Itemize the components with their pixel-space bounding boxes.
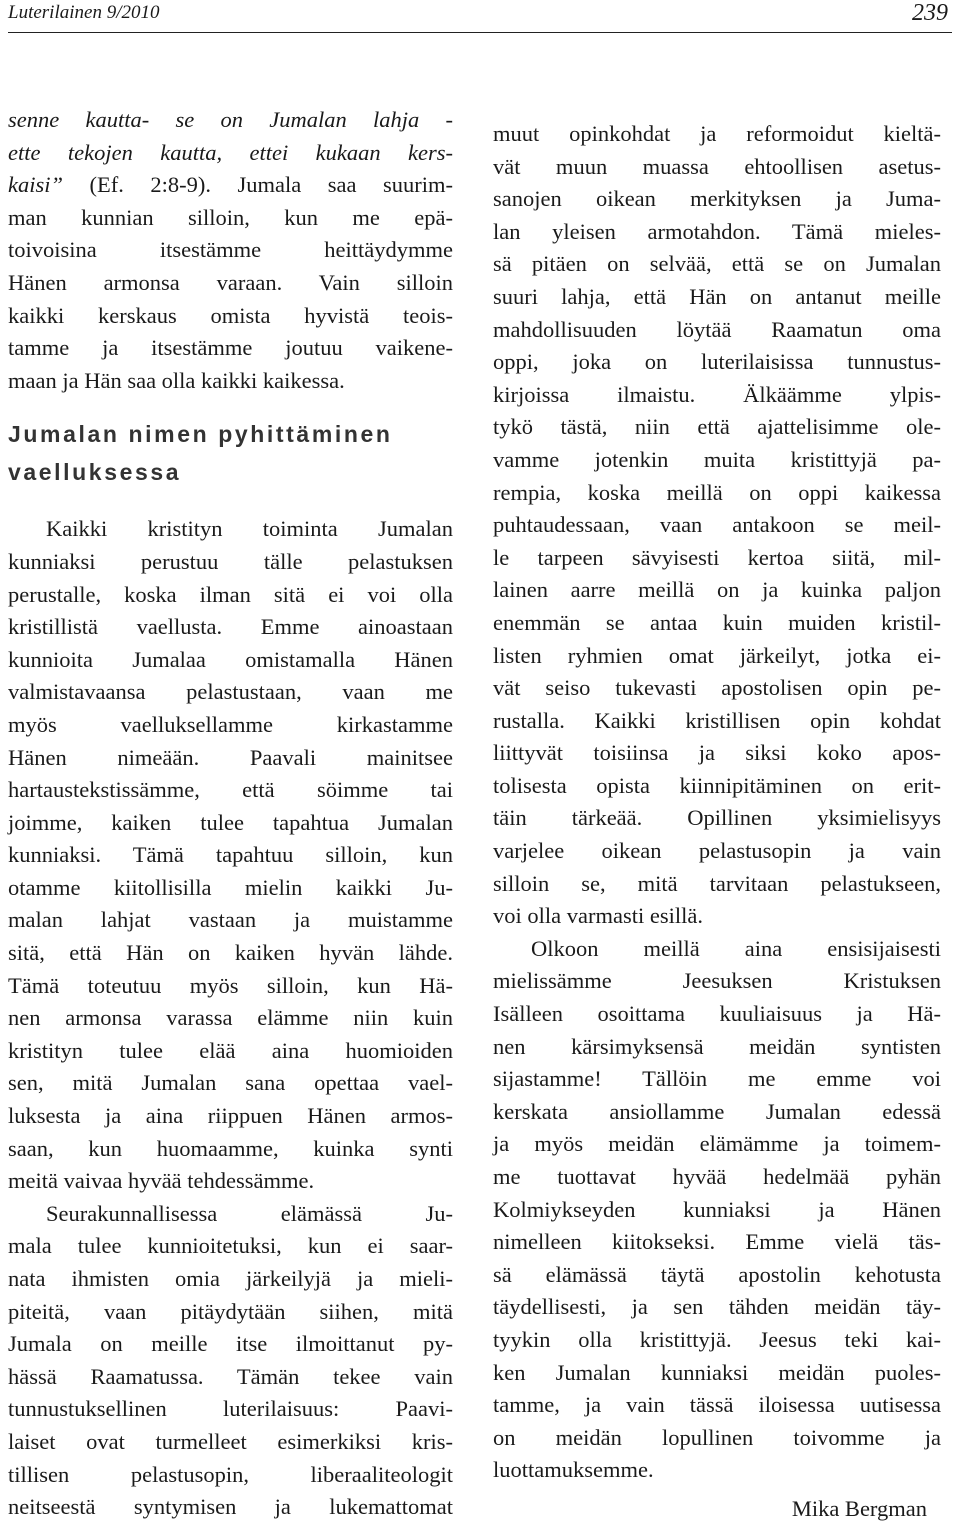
text-line: enemmän se antaa kuin muiden kristil- [493,609,941,635]
text-line: lainen aarre meillä on ja kuinka paljon [493,577,941,603]
text-line: Jumala on meille itse ilmoittanut py- [8,1331,453,1357]
text-line: mielissämme Jeesuksen Kristuksen [493,968,941,994]
text-line: Kolmiykseyden kunniaksi ja Hänen [493,1196,941,1222]
text-line: varjelee oikean pelastusopin ja vain [493,838,941,864]
text-italic-span: kaisi” [8,172,64,198]
text-line: puhtaudessaan, vaan antakoon se meil- [493,512,941,538]
text-line: nata ihmisten omia järkeilyjä ja mieli- [8,1266,453,1291]
text-line: Isälleen osoittama kuuliaisuus ja Hä- [493,1001,941,1027]
text-line: Hänen nimeään. Paavali mainitsee [8,744,453,770]
text-line: tamme, ja vain tässä iloisessa uutisessa [493,1392,941,1418]
right-column [493,118,941,1525]
text-line: hartaustekstissämme, että söimme tai [8,777,453,803]
text-line: vät muun muassa ehtoollisen asetus- [493,153,941,179]
heading-line: vaelluksessa [8,459,182,486]
text-line: lan yleisen armotahdon. Tämä mieles- [493,218,941,244]
text-line: nen armonsa varassa elämme niin kuin [8,1005,453,1031]
text-line: luksesta ja aina riippuen Hänen armos- [8,1103,453,1129]
text-line: saan, kun huomaamme, kuinka synti [8,1135,453,1161]
text-line: sijastamme! Tällöin me emme voi [493,1066,941,1092]
text-line: kunniaksi perustuu tälle pelastuksen [8,548,453,574]
text-line: tykö tästä, niin että ajattelisimme ole- [493,414,941,440]
intro-paragraph [8,104,453,397]
text-line: maan ja Hän saa olla kaikki kaikessa. [8,367,345,393]
left-column [8,104,453,1524]
text-line: valmistavaansa pelastustaan, vaan me [8,679,453,705]
text-line: myös vaelluksellamme kirkastamme [8,711,453,737]
text-line: Olkoon meillä aina ensisijaisesti [531,935,941,961]
text-line: tunnustuksellinen luterilaisuus: Paavi- [8,1396,453,1422]
text-line: man kunnian silloin, kun me epä- [8,204,453,230]
body-paragraph [8,1198,453,1524]
text-line: Seurakunnallisessa elämässä Ju- [46,1200,453,1226]
text-line: me tuottavat hyvää hedelmää pyhän [493,1164,941,1189]
text-line: Kaikki kristityn toiminta Jumalan [46,516,453,542]
text-line: neitseestä syntymisen ja lukemattomat [8,1494,453,1520]
text-line: oppi, joka on luterilaisissa tunnustus- [493,349,941,375]
text-line: rustalla. Kaikki kristillisen opin kohdat [493,707,941,733]
text-line: Tämä toteutuu myös silloin, kun Hä- [8,972,453,998]
text-line: sä elämässä täytä apostolin kehotusta [493,1261,941,1287]
text-line: otamme kiitollisilla mielin kaikki Ju- [8,874,453,900]
text-line: le tarpeen sävyisesti kertoa siitä, mil- [493,544,941,570]
text-span: (Ef. 2:8-9). Jumala saa suurim- [63,172,453,198]
text-line: liittyvät toisiinsa ja siksi koko apos- [493,740,941,766]
text-line: tillisen pelastusopin, liberaaliteologit [8,1461,453,1487]
text-line: kunnioita Jumalaa omistamalla Hänen [8,646,453,672]
text-line: tamme ja itsestämme joutuu vaikene- [8,335,453,361]
text-line: ken Jumalan kunniaksi meidän puoles- [493,1359,941,1385]
text-line: joimme, kaiken tulee tapahtua Jumalan [8,809,453,835]
text-line: ja myös meidän elämämme ja toimem- [493,1131,941,1157]
text-line: kerskata ansiollamme Jumalan edessä [493,1098,941,1124]
text-line: on meidän lopullinen toivomme ja [493,1424,941,1450]
text-line: piteitä, vaan pitäydytään siihen, mitä [8,1298,453,1324]
text-line: sanojen oikean merkityksen ja Juma- [493,186,941,212]
text-line: meitä vaivaa hyvää tehdessämme. [8,1168,315,1194]
text-line: hässä Raamatussa. Tämän tekee vain [8,1363,453,1389]
page-number: 239 [912,0,948,26]
page-header [8,0,952,33]
text-line: kirjoissa ilmaistu. Älkäämme ylpis- [493,381,941,407]
text-line: malan lahjat vastaan ja muistamme [8,907,453,933]
text-line: nimelleen kiitokseksi. Emme vielä täs- [493,1229,941,1255]
text-line: tolisesta opista kiinnipitäminen on erit- [493,772,941,798]
text-line: mala tulee kunnioitetuksi, kun ei saar- [8,1233,453,1259]
text-line: rempia, koska meillä on oppi kaikessa [493,479,941,505]
text-line: listen ryhmien omat järkeilyt, jotka ei- [493,642,941,668]
text-line: kaikki kerskaus omista hyvistä teois- [8,302,453,328]
text-line: sitä, että Hän on kaiken hyvän lähde. [8,940,453,966]
text-line: sen, mitä Jumalan sana opettaa vael- [8,1070,453,1096]
text-line: senne kautta- se on Jumalan lahja - [8,107,453,132]
text-line: sä pitäen on selvää, että se on Jumalan [493,251,941,277]
text-line: täin tärkeää. Opillinen yksimielisyys [493,805,941,831]
text-line: laiset ovat turmelleet esimerkiksi kris- [8,1428,453,1454]
section-heading [8,415,453,491]
author-signature: Mika Bergman [791,1495,927,1521]
body-paragraph [8,513,453,1197]
text-line: nen kärsimyksensä meidän syntisten [493,1033,941,1059]
text-line: silloin se, mitä tarvitaan pelastukseen, [493,870,941,896]
text-line: Hänen armonsa varaan. Vain silloin [8,269,453,295]
text-line: perustalle, koska ilman sitä ei voi olla [8,581,453,607]
text-line [8,169,453,202]
text-line: mahdollisuuden löytää Raamatun oma [493,316,941,342]
text-line: ette tekojen kautta, ettei kukaan kers- [8,139,453,165]
text-line: vamme jotenkin muita kristittyjä pa- [493,446,941,472]
text-line: muut opinkohdat ja reformoidut kieltä- [493,121,941,146]
text-line: suuri lahja, että Hän on antanut meille [493,283,941,309]
text-line: täydellisesti, ja sen tähden meidän täy- [493,1294,941,1320]
body-paragraph [493,118,941,933]
text-line: tyykin olla kristittyjä. Jeesus teki kai- [493,1326,941,1352]
heading-line: Jumalan nimen pyhittäminen [8,421,393,448]
text-line: voi olla varmasti esillä. [493,903,703,929]
text-line: vät seiso tukevasti apostolisen opin pe- [493,675,941,701]
text-line: kunniaksi. Tämä tapahtuu silloin, kun [8,842,453,868]
text-line: luottamuksemme. [493,1457,654,1483]
publication-title: Luterilainen 9/2010 [8,2,160,23]
text-line: kristityn tulee elää aina huomioiden [8,1037,453,1063]
text-line: toivoisina itsestämme heittäydymme [8,237,453,263]
body-paragraph [493,933,941,1487]
text-line: kristillistä vaellusta. Emme ainoastaan [8,614,453,640]
